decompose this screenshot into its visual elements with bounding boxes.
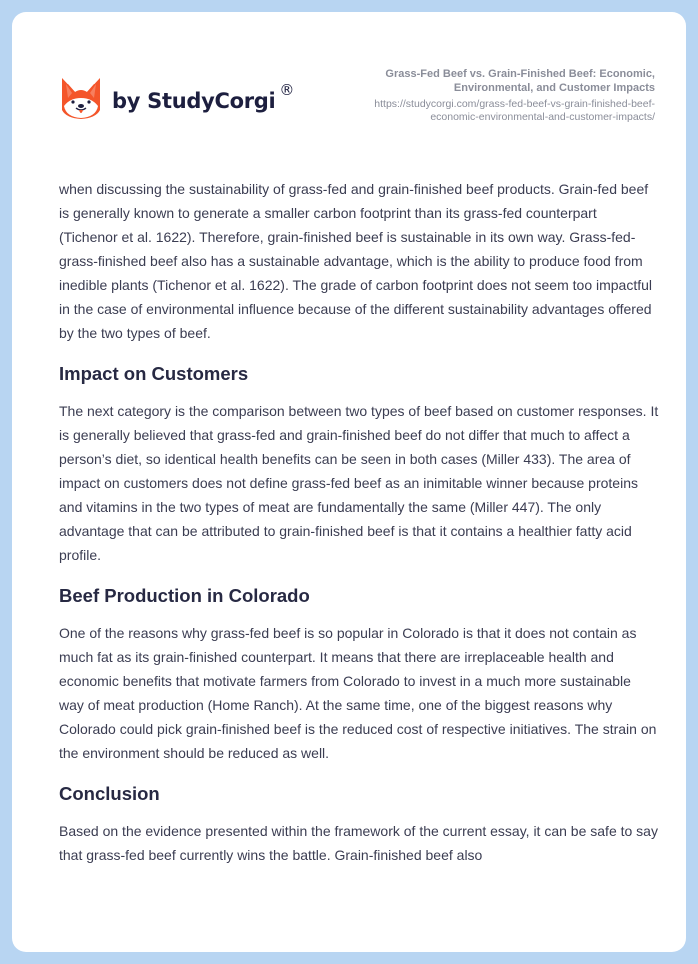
document-url-line-2: economic-environmental-and-customer-impacts/	[430, 111, 655, 123]
section-heading-conclusion: Conclusion	[59, 783, 160, 804]
document-title	[295, 67, 655, 95]
essay-content	[59, 177, 659, 867]
document-title-line-2: Environmental, and Customer Impacts	[453, 82, 655, 94]
section-heading-beef-production-colorado: Beef Production in Colorado	[59, 585, 310, 606]
registered-mark: ®	[279, 81, 295, 99]
intro-paragraph: when discussing the sustainability of grass-fed and grain-finished beef products. Grain-fed beef is generally known to generate a smaller carbon footprint than its grass-fed counterpart (Tichenor et al. 1622). Therefore, grain-finished beef is sustainable in its own way. Grass-fed-grass-finished beef also has a sustainable advantage, which is the ability to produce food from inedible plants (Tichenor et al. 1622). The grade of carbon footprint does not seem too impactful in the case of environmental influence because of the different sustainability advantages offered by the two types of beef.	[59, 181, 653, 341]
document-url-line-1: https://studycorgi.com/grass-fed-beef-vs-grain-finished-beef-	[374, 98, 655, 110]
document-page	[12, 12, 686, 952]
logo-text: by StudyCorgi	[112, 89, 276, 113]
studycorgi-logo[interactable]	[60, 76, 294, 120]
section-paragraph-impact-on-customers: The next category is the comparison between two types of beef based on customer responses. It is generally believed that grass-fed and grain-finished beef do not differ that much to affect a person’s diet, so identical health benefits can be seen in both cases (Miller 433). The area of impact on customers does not define grass-fed beef as an inimitable winner because proteins and vitamins in the two types of meat are fundamentally the same (Miller 447). The only advantage that can be attributed to grain-finished beef is that it contains a healthier fatty acid profile.	[59, 403, 659, 563]
section-paragraph-beef-production-colorado: One of the reasons why grass-fed beef is so popular in Colorado is that it does not contain as much fat as its grain-finished counterpart. It means that there are irreplaceable health and economic benefits that motivate farmers from Colorado to invest in a much more sustainable way of meat production (Home Ranch). At the same time, one of the biggest reasons why Colorado could pick grain-finished beef is the reduced cost of respective initiatives. The strain on the environment should be reduced as well.	[59, 625, 657, 761]
page-header	[12, 12, 686, 152]
section-heading-impact-on-customers: Impact on Customers	[59, 363, 249, 384]
document-url-link[interactable]	[295, 98, 655, 124]
document-title-line-1: Grass-Fed Beef vs. Grain-Finished Beef: Economic,	[385, 68, 655, 80]
document-meta	[295, 67, 655, 124]
corgi-icon	[60, 76, 102, 120]
section-paragraph-conclusion: Based on the evidence presented within the framework of the current essay, it can be safe to say that grass-fed beef currently wins the battle. Grain-finished beef also	[59, 823, 658, 863]
